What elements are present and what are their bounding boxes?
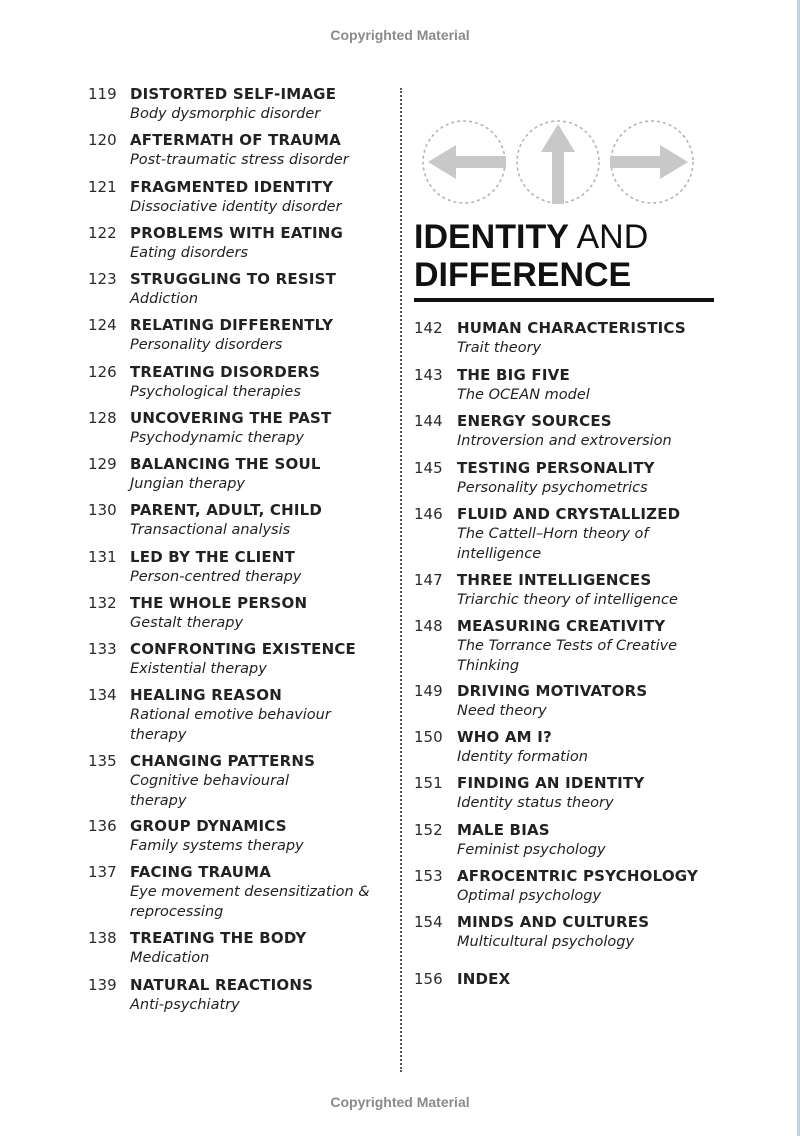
page-number: 132	[88, 594, 117, 612]
page-number: 120	[88, 131, 117, 149]
entry-subtitle: Eating disorders	[130, 245, 249, 261]
entry-subtitle: Jungian therapy	[130, 476, 246, 492]
entry-subtitle: Gestalt therapy	[130, 615, 244, 631]
entry-subtitle: Anti-psychiatry	[130, 997, 240, 1013]
section-heading-identity: IDENTITY	[414, 218, 569, 256]
page-number: 146	[414, 505, 443, 523]
entry-subtitle: Eye movement desensitization & reprocessing	[130, 884, 370, 920]
entry-subtitle: The OCEAN model	[457, 387, 590, 403]
entry-title: MINDS AND CULTURES	[457, 913, 650, 931]
entry-title: LED BY THE CLIENT	[130, 548, 296, 566]
entry-subtitle: Person-centred therapy	[130, 569, 302, 585]
page-number: 126	[88, 363, 117, 381]
page-number: 129	[88, 455, 117, 473]
entry-title: CHANGING PATTERNS	[130, 752, 316, 770]
entry-title: FLUID AND CRYSTALLIZED	[457, 505, 681, 523]
page-number: 139	[88, 976, 117, 994]
copyright-notice-bottom: Copyrighted Material	[330, 1094, 470, 1110]
arrow-up-icon	[517, 121, 599, 204]
entry-subtitle: Transactional analysis	[130, 522, 291, 538]
entry-subtitle: Triarchic theory of intelligence	[457, 592, 678, 608]
entry-subtitle: Feminist psychology	[457, 842, 606, 858]
entry-subtitle: The Cattell–Horn theory of intelligence	[457, 526, 649, 562]
page-number: 136	[88, 817, 117, 835]
page-number: 151	[414, 774, 443, 792]
arrow-left-icon	[423, 121, 506, 203]
entry-title: PROBLEMS WITH EATING	[130, 224, 343, 242]
entry-subtitle: Body dysmorphic disorder	[130, 106, 321, 122]
page-number: 152	[414, 821, 443, 839]
page-number: 122	[88, 224, 117, 242]
section-heading	[414, 218, 714, 294]
entry-title: TREATING THE BODY	[130, 929, 307, 947]
entry-title: BALANCING THE SOUL	[130, 455, 321, 473]
page-number: 145	[414, 459, 443, 477]
page-number: 121	[88, 178, 117, 196]
entry-title: GROUP DYNAMICS	[130, 817, 287, 835]
entry-subtitle: Medication	[130, 950, 210, 966]
column-divider	[400, 88, 402, 1072]
entry-subtitle: Identity formation	[457, 749, 588, 765]
entry-subtitle: Rational emotive behaviour therapy	[130, 707, 331, 743]
entry-title: HEALING REASON	[130, 686, 282, 704]
entry-title: THE BIG FIVE	[457, 366, 570, 384]
entry-title: AFTERMATH OF TRAUMA	[130, 131, 341, 149]
page-number: 138	[88, 929, 117, 947]
entry-subtitle: Identity status theory	[457, 795, 614, 811]
page-number: 131	[88, 548, 117, 566]
section-heading-and: AND	[576, 218, 649, 256]
entry-subtitle: Multicultural psychology	[457, 934, 635, 950]
entry-subtitle: Introversion and extroversion	[457, 433, 672, 449]
section-heading-difference: DIFFERENCE	[414, 256, 632, 294]
direction-arrows-graphic	[420, 118, 696, 206]
page-number: 150	[414, 728, 443, 746]
entry-title: FRAGMENTED IDENTITY	[130, 178, 334, 196]
entry-title: CONFRONTING EXISTENCE	[130, 640, 356, 658]
page-number: 148	[414, 617, 443, 635]
page-number: 137	[88, 863, 117, 881]
entry-title: PARENT, ADULT, CHILD	[130, 501, 323, 519]
entry-subtitle: The Torrance Tests of Creative Thinking	[457, 638, 678, 674]
entry-title: HUMAN CHARACTERISTICS	[457, 319, 686, 337]
page-number: 142	[414, 319, 443, 337]
entry-title: ENERGY SOURCES	[457, 412, 612, 430]
page-number: 154	[414, 913, 443, 931]
heading-underline	[414, 298, 714, 302]
page-number: 156	[414, 970, 443, 988]
entry-title: UNCOVERING THE PAST	[130, 409, 332, 427]
page-number: 143	[414, 366, 443, 384]
entry-title: STRUGGLING TO RESIST	[130, 270, 337, 288]
entry-subtitle: Need theory	[457, 703, 547, 719]
entry-subtitle: Existential therapy	[130, 661, 267, 677]
page-number: 123	[88, 270, 117, 288]
entry-title: WHO AM I?	[457, 728, 552, 746]
entry-title: DRIVING MOTIVATORS	[457, 682, 648, 700]
entry-subtitle: Addiction	[130, 291, 199, 307]
entry-title: FACING TRAUMA	[130, 863, 272, 881]
page-number: 135	[88, 752, 117, 770]
page-number: 144	[414, 412, 443, 430]
entry-subtitle: Cognitive behavioural therapy	[130, 773, 289, 809]
page-number: 130	[88, 501, 117, 519]
page-number: 124	[88, 316, 117, 334]
page-number: 149	[414, 682, 443, 700]
page-number: 153	[414, 867, 443, 885]
entry-subtitle: Personality psychometrics	[457, 480, 648, 496]
entry-subtitle: Psychological therapies	[130, 384, 301, 400]
entry-title: AFROCENTRIC PSYCHOLOGY	[457, 867, 699, 885]
page-number: 147	[414, 571, 443, 589]
arrow-right-icon	[610, 121, 693, 203]
page-number: 119	[88, 85, 117, 103]
copyright-notice-top: Copyrighted Material	[330, 27, 470, 43]
entry-subtitle: Trait theory	[457, 340, 542, 356]
entry-title: MEASURING CREATIVITY	[457, 617, 666, 635]
entry-title: DISTORTED SELF-IMAGE	[130, 85, 337, 103]
entry-subtitle: Post-traumatic stress disorder	[130, 152, 349, 168]
entry-title: NATURAL REACTIONS	[130, 976, 314, 994]
entry-title: THREE INTELLIGENCES	[457, 571, 652, 589]
entry-title: FINDING AN IDENTITY	[457, 774, 645, 792]
entry-title: TESTING PERSONALITY	[457, 459, 655, 477]
entry-subtitle: Psychodynamic therapy	[130, 430, 304, 446]
entry-title: INDEX	[457, 970, 511, 988]
entry-title: TREATING DISORDERS	[130, 363, 321, 381]
page-number: 128	[88, 409, 117, 427]
entry-title: RELATING DIFFERENTLY	[130, 316, 334, 334]
entry-subtitle: Dissociative identity disorder	[130, 199, 342, 215]
entry-subtitle: Personality disorders	[130, 337, 283, 353]
entry-subtitle: Optimal psychology	[457, 888, 602, 904]
page-number: 133	[88, 640, 117, 658]
entry-subtitle: Family systems therapy	[130, 838, 304, 854]
entry-title: THE WHOLE PERSON	[130, 594, 308, 612]
page-number: 134	[88, 686, 117, 704]
entry-title: MALE BIAS	[457, 821, 550, 839]
